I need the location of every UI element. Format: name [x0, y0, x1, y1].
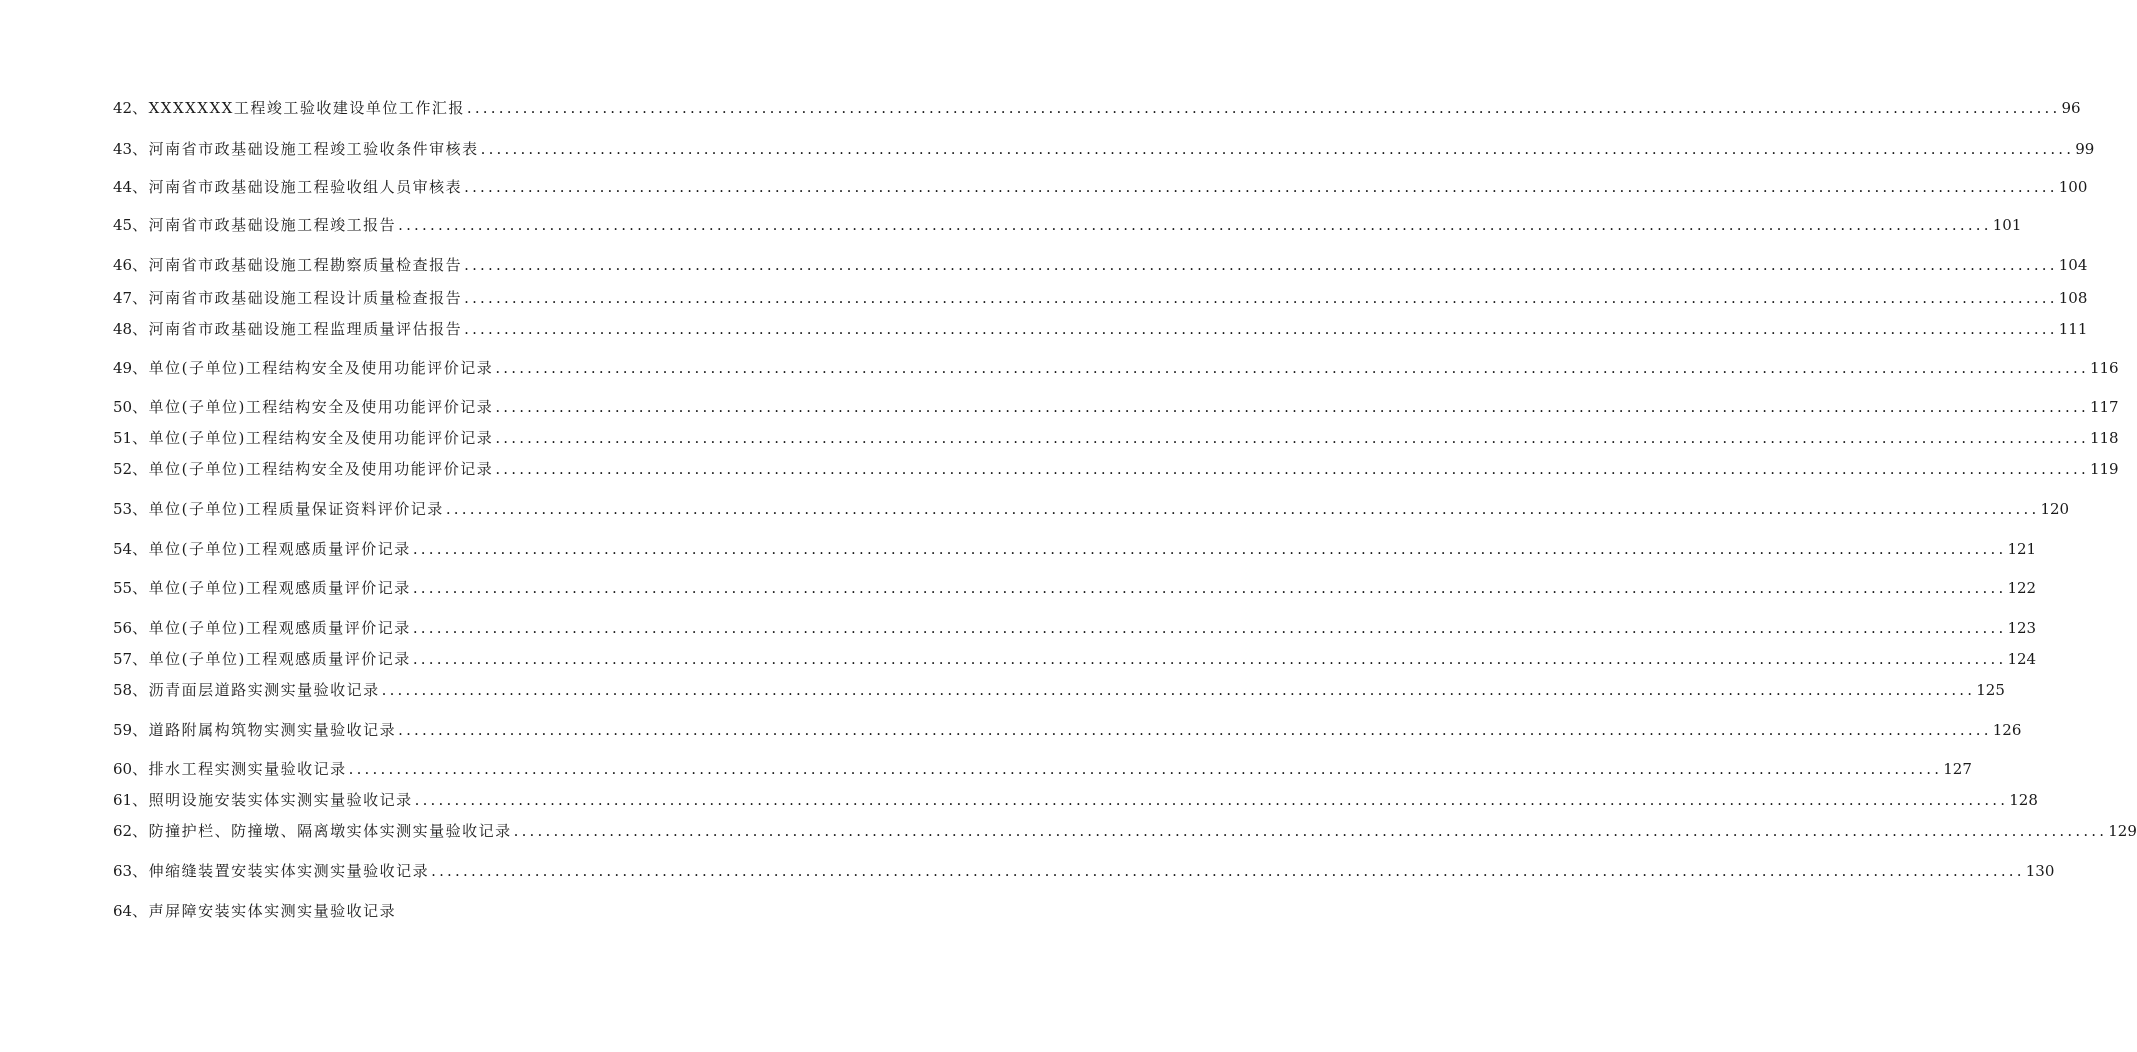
- toc-entry: [113, 213, 2022, 237]
- toc-entry: [113, 647, 2037, 671]
- entry-title: 、单位(子单位)工程观感质量评价记录: [132, 650, 411, 668]
- entry-title: 、XXXXXXX工程竣工验收建设单位工作汇报: [132, 99, 465, 117]
- entry-page-number: 124: [2007, 650, 2037, 668]
- dot-leader: ........................................................................................................................................................................................................: [412, 650, 2007, 668]
- dot-leader: ........................................................................................................................................................................................................: [480, 140, 2075, 158]
- entry-title: 、河南省市政基础设施工程竣工验收条件审核表: [132, 140, 479, 158]
- dot-leader: ........................................................................................................................................................................................................: [513, 822, 2108, 840]
- toc-entry: [113, 457, 2119, 481]
- entry-page-number: 126: [1992, 721, 2022, 739]
- dot-leader: ........................................................................................................................................................................................................: [464, 256, 2058, 274]
- dot-leader: ........................................................................................................................................................................................................: [466, 99, 2061, 117]
- toc-entry: [113, 137, 2095, 161]
- dot-leader: ........................................................................................................................................................................................................: [414, 791, 2009, 809]
- entry-number: 59: [113, 721, 133, 739]
- entry-page-number: 125: [1976, 681, 2005, 699]
- entry-number: 53: [113, 500, 133, 518]
- toc-entry: [113, 537, 2037, 561]
- entry-number: 54: [113, 540, 133, 558]
- entry-page-number: 128: [2009, 791, 2038, 809]
- entry-title: 、沥青面层道路实测实量验收记录: [132, 681, 380, 699]
- dot-leader: ........................................................................................................................................................................................................: [495, 460, 2089, 478]
- entry-page-number: 117: [2089, 398, 2119, 416]
- dot-leader: ........................................................................................................................................................................................................: [431, 862, 2025, 880]
- entry-title: 、排水工程实测实量验收记录: [132, 760, 347, 778]
- entry-page-number: 118: [2089, 429, 2119, 447]
- entry-page-number: 96: [2061, 99, 2081, 117]
- entry-page-number: 122: [2007, 579, 2037, 597]
- toc-entry: [113, 718, 2022, 742]
- entry-number: 57: [113, 650, 133, 668]
- entry-number: 58: [113, 681, 133, 699]
- dot-leader: ........................................................................................................................................................................................................: [412, 540, 2007, 558]
- toc-entry: [113, 175, 2088, 199]
- entry-page-number: 130: [2025, 862, 2055, 880]
- entry-page-number: 111: [2058, 320, 2088, 338]
- entry-number: 51: [113, 429, 133, 447]
- toc-entry: [113, 788, 2038, 812]
- dot-leader: ........................................................................................................................................................................................................: [495, 429, 2089, 447]
- toc-entry: [113, 576, 2037, 600]
- entry-number: 49: [113, 359, 133, 377]
- entry-number: 42: [113, 99, 133, 117]
- entry-page-number: 116: [2089, 359, 2119, 377]
- entry-title: 、河南省市政基础设施工程监理质量评估报告: [132, 320, 463, 338]
- dot-leader: ........................................................................................................................................................................................................: [464, 178, 2058, 196]
- toc-entry: [113, 356, 2119, 380]
- toc-entry: [113, 395, 2119, 419]
- entry-title: 、防撞护栏、防撞墩、隔离墩实体实测实量验收记录: [132, 822, 512, 840]
- entry-number: 61: [113, 791, 133, 809]
- toc-entry: [113, 317, 2088, 341]
- dot-leader: ........................................................................................................................................................................................................: [445, 500, 2040, 518]
- toc-entry: [113, 819, 2137, 843]
- entry-number: 46: [113, 256, 133, 274]
- dot-leader: ........................................................................................................................................................................................................: [495, 359, 2089, 377]
- toc-entry: [113, 859, 2055, 883]
- entry-number: 64: [113, 902, 133, 920]
- toc-entry: [113, 616, 2037, 640]
- entry-number: 63: [113, 862, 133, 880]
- toc-entry: [113, 426, 2119, 450]
- dot-leader: ........................................................................................................................................................................................................: [464, 289, 2058, 307]
- entry-title: 、单位(子单位)工程观感质量评价记录: [132, 619, 411, 637]
- entry-title: 、单位(子单位)工程结构安全及使用功能评价记录: [132, 429, 494, 447]
- dot-leader: ........................................................................................................................................................................................................: [412, 619, 2007, 637]
- entry-title: 、声屏障安装实体实测实量验收记录: [132, 902, 397, 920]
- dot-leader: ........................................................................................................................................................................................................: [381, 681, 1976, 699]
- entry-number: 62: [113, 822, 133, 840]
- entry-page-number: 119: [2089, 460, 2119, 478]
- toc-entry: [113, 286, 2088, 310]
- entry-page-number: 129: [2108, 822, 2137, 840]
- entry-number: 55: [113, 579, 133, 597]
- entry-number: 48: [113, 320, 133, 338]
- entry-page-number: 99: [2075, 140, 2095, 158]
- entry-title: 、河南省市政基础设施工程设计质量检查报告: [132, 289, 463, 307]
- entry-title: 、单位(子单位)工程质量保证资料评价记录: [132, 500, 444, 518]
- dot-leader: ........................................................................................................................................................................................................: [495, 398, 2089, 416]
- entry-number: 56: [113, 619, 133, 637]
- entry-number: 44: [113, 178, 133, 196]
- entry-title: 、道路附属构筑物实测实量验收记录: [132, 721, 397, 739]
- toc-entry: [113, 899, 632, 923]
- dot-leader: ........................................................................................................................................................................................................: [398, 721, 1992, 739]
- entry-title: 、河南省市政基础设施工程竣工报告: [132, 216, 397, 234]
- entry-page-number: 127: [1943, 760, 1972, 778]
- entry-page-number: 108: [2058, 289, 2088, 307]
- entry-title: 、单位(子单位)工程观感质量评价记录: [132, 579, 411, 597]
- entry-number: 45: [113, 216, 133, 234]
- entry-page-number: 101: [1992, 216, 2022, 234]
- entry-number: 43: [113, 140, 133, 158]
- toc-entry: [113, 497, 2070, 521]
- entry-number: 52: [113, 460, 133, 478]
- entry-title: 、单位(子单位)工程结构安全及使用功能评价记录: [132, 460, 494, 478]
- entry-title: 、单位(子单位)工程结构安全及使用功能评价记录: [132, 398, 494, 416]
- entry-page-number: 100: [2058, 178, 2088, 196]
- dot-leader: ........................................................................................................................................................................................................: [412, 579, 2007, 597]
- entry-title: 、河南省市政基础设施工程验收组人员审核表: [132, 178, 463, 196]
- entry-number: 47: [113, 289, 133, 307]
- toc-entry: [113, 757, 1972, 781]
- entry-page-number: 121: [2007, 540, 2037, 558]
- entry-page-number: 120: [2040, 500, 2070, 518]
- entry-title: 、伸缩缝装置安装实体实测实量验收记录: [132, 862, 430, 880]
- entry-title: 、河南省市政基础设施工程勘察质量检查报告: [132, 256, 463, 274]
- toc-entry: [113, 96, 2081, 120]
- entry-number: 60: [113, 760, 133, 778]
- toc-entry: [113, 678, 2005, 702]
- entry-page-number: 123: [2007, 619, 2037, 637]
- entry-title: 、单位(子单位)工程结构安全及使用功能评价记录: [132, 359, 494, 377]
- dot-leader: ........................................................................................................................................................................................................: [464, 320, 2058, 338]
- entry-number: 50: [113, 398, 133, 416]
- dot-leader: ........................................................................................................................................................................................................: [398, 216, 1992, 234]
- entry-title: 、照明设施安装实体实测实量验收记录: [132, 791, 413, 809]
- toc-entry: [113, 253, 2088, 277]
- entry-page-number: 104: [2058, 256, 2088, 274]
- dot-leader: ........................................................................................................................................................................................................: [348, 760, 1943, 778]
- entry-title: 、单位(子单位)工程观感质量评价记录: [132, 540, 411, 558]
